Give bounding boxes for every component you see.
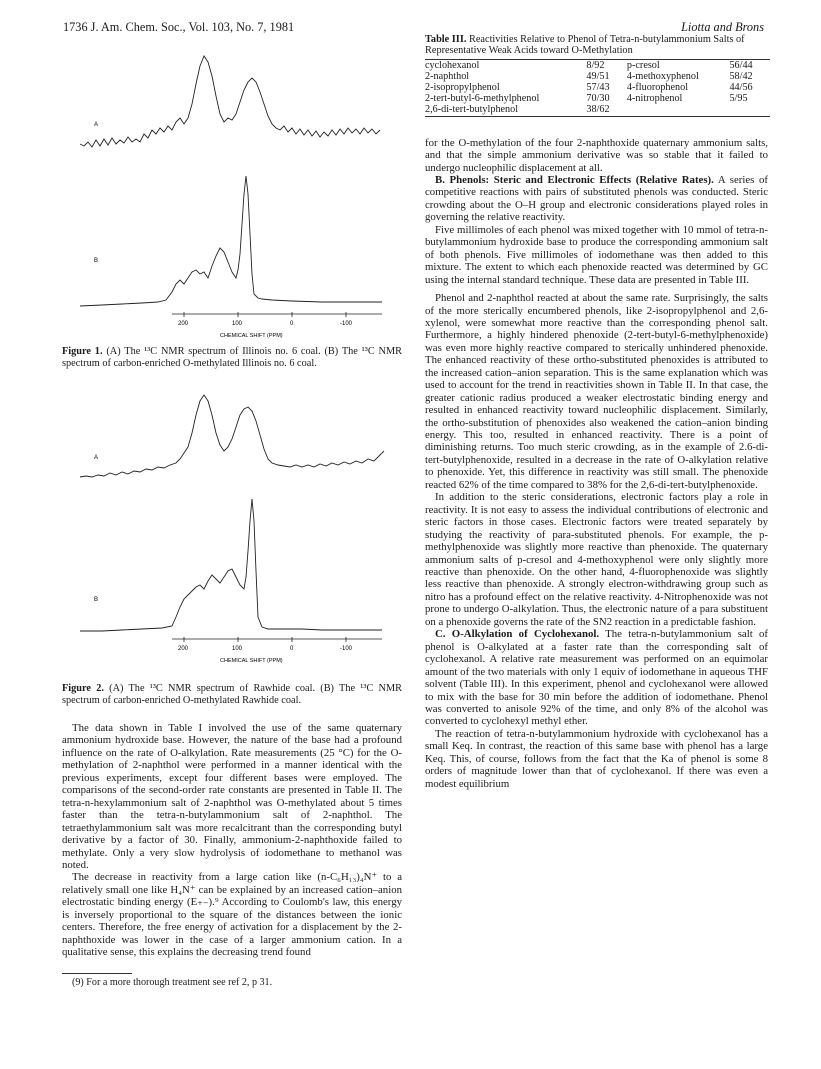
table-cell: 49/51 — [586, 70, 610, 82]
table-cell: 70/30 — [586, 93, 610, 105]
table-3-title-lead: Table III. — [425, 34, 467, 45]
footnote-9: (9) For a more thorough treatment see ref 2, p 31. — [72, 976, 273, 988]
fig1-tick: 200 — [178, 321, 189, 327]
fig1-spectrum-a — [80, 56, 380, 147]
table-cell: 4-fluorophenol — [626, 82, 689, 93]
fig1-tick: 0 — [290, 321, 294, 327]
table-cell: cyclohexanol — [425, 59, 480, 71]
right-column — [425, 34, 768, 790]
table-cell: 2-isopropylphenol — [425, 82, 500, 93]
fig2-label-b: B — [94, 597, 99, 603]
table-cell: 4-nitrophenol — [626, 93, 683, 105]
section-b-text: A series of competitive reactions with pairs of substituted phenols was conducted. Steric crowding about the O–H group and electronic considerations played roles in governing the relative reactivity. — [425, 173, 768, 224]
fig2-label-a: A — [94, 455, 99, 461]
figure-2-caption — [62, 683, 402, 706]
table-cell: 56/44 — [729, 59, 753, 71]
fig2-tick: 100 — [232, 646, 243, 652]
section-c-heading: C. O-Alkylation of Cyclohexanol. — [435, 628, 600, 641]
table-cell: 4-methoxyphenol — [626, 70, 699, 82]
table-row — [425, 93, 770, 104]
running-header-right: Liotta and Brons — [681, 20, 764, 34]
right-paragraph-2 — [425, 174, 768, 224]
fig2-spectrum-a — [80, 395, 384, 477]
right-paragraph-4: Phenol and 2-naphthol reacted at about the same rate. Surprisingly, the salts of the more sterically encumbered phenols, like 2-isopropylphenol and 2,6-xylenol, were somewhat more reactive than the corresponding phenol salt. Furthermore, a highly hindered phenoxide (2-tert-butyl-6-methylphenoxide) was even more highly reactive compared to sterically unhindered phenoxide. The enhanced reactivity of these ortho-substituted phenoxides is attributed to the increased cation–anion separation. This is the same explanation which was used to account for the trend in reactivities shown in Table II. In that case, the greater cationic radius produced a weaker electrostatic binding energy and resulted in enhanced reactivity toward nucleophilic displacement. Similarly, the ortho-substitution of phenoxides also weakened the cation–anion binding energy. This too, resulted in enhanced reactivity. There is a point of diminishing returns. Too much steric crowding, as in the example of 2.6-di-tert-butylphenoxide, resulted in a decrease in the rate of O-alkylation relative to phenoxide. Yet, this difference in reactivity was still small. The phenoxide reacted 62% of the time compared to 38% for the 2,6-di-tert-butylphenoxide. — [425, 292, 768, 491]
table-cell: 2-naphthol — [425, 70, 470, 82]
table-3-title — [425, 34, 768, 57]
table-row — [425, 82, 770, 93]
fig2-tick: -100 — [340, 646, 353, 652]
figure-1-caption-lead: Figure 1. — [62, 346, 103, 357]
fig1-axis-title: CHEMICAL SHIFT (PPM) — [220, 333, 283, 339]
figure-2-spectra — [62, 381, 402, 681]
fig1-label-a: A — [94, 122, 99, 128]
table-cell: 57/43 — [586, 82, 610, 93]
figure-1-spectra — [62, 34, 402, 344]
table-row — [425, 59, 770, 71]
fig2-spectrum-b — [80, 499, 382, 631]
section-c-text: The tetra-n-butylammonium salt of phenol is O-alkylated at a faster rate than the corresponding salt of cyclohexanol. A relative rate measurement was performed on an equimolar amount of the two materials with only 1 equiv of iodomethane in aqueous THF solvent (Table III). In this experiment, phenol and cyclohexanol were allowed to mix with the base for 30 min before the addition of iodomethane. Phenol was converted to anisole 92% of the time, and only 8% of the alcohol was converted to cyclohexyl methyl ether. — [425, 628, 768, 728]
footnote-rule — [62, 973, 132, 974]
right-paragraph-3: Five millimoles of each phenol was mixed together with 10 mmol of tetra-n-butylammonium hydroxide base to produce the corresponding ammonium salt of both phenols. Five millimoles of iodomethane was then added to this mixture. The extent to which each phenoxide reacted was determined by GC using the internal standard technique. These data are presented in Table III. — [425, 223, 768, 286]
figure-1-caption — [62, 346, 402, 369]
fig1-label-b: B — [94, 258, 99, 264]
table-cell: 2-tert-butyl-6-methylphenol — [425, 93, 540, 105]
table-cell — [627, 104, 730, 116]
section-b-heading: B. Phenols: Steric and Electronic Effects (Relative Rates). — [435, 173, 714, 186]
table-3-body — [425, 59, 770, 116]
table-3 — [425, 59, 770, 117]
table-3-title-text: Reactivities Relative to Phenol of Tetra-n-butylammonium Salts of Representative Weak Acids toward O-Methylation — [425, 34, 745, 57]
figure-2-caption-text: (A) The ¹³C NMR spectrum of Rawhide coal. (B) The ¹³C NMR spectrum of carbon-enriched O-methylated Rawhide coal. — [62, 683, 402, 706]
fig2-axis-title: CHEMICAL SHIFT (PPM) — [220, 658, 283, 664]
fig1-tick: -100 — [340, 321, 353, 327]
figure-2-caption-lead: Figure 2. — [62, 683, 104, 694]
table-cell — [729, 104, 770, 116]
fig2-tick: 200 — [178, 646, 189, 652]
table-row — [425, 104, 770, 116]
fig2-tick: 0 — [290, 646, 294, 652]
table-cell: 8/92 — [586, 59, 605, 71]
table-cell: 2,6-di-tert-butylphenol — [425, 104, 519, 116]
right-paragraph-5: In addition to the steric considerations, electronic factors play a role in reactivity. It is not easy to assess the individual contributions of electronic and steric factors in those cases. Electronic factors were treated separately by studying the reactivity of para-substituted phenols. For example, the p-methylphenoxide was slightly more reactive than phenoxide. The quaternary ammonium salts of p-cresol and 4-methoxyphenol were only slightly more reactive than phenoxide. On the other hand, 4-fluorophenoxide was slightly less reactive than phenoxide. A strongly electron-withdrawing group such as nitro has a profound effect on the relative reactivity. 4-Nitrophenoxide was not prone to undergo O-alkylation. Thus, the electronic nature of a para substituent on a phenoxide governs the rate of the SN2 reaction in a predictable fashion. — [425, 491, 768, 628]
right-paragraph-1: for the O-methylation of the four 2-naphthoxide quaternary ammonium salts, and that the simple ammonium derivative was so stable that it failed to undergo nucleophilic displacement at all. — [425, 136, 768, 174]
table-cell: 38/62 — [586, 104, 610, 116]
fig1-tick: 100 — [232, 321, 243, 327]
left-column — [62, 34, 402, 988]
table-cell: p-cresol — [626, 59, 660, 71]
fig1-spectrum-b — [80, 176, 382, 306]
figure-1-caption-text: (A) The ¹³C NMR spectrum of Illinois no. 6 coal. (B) The ¹³C NMR spectrum of carbon-enriched O-methylated Illinois no. 6 coal. — [62, 346, 402, 369]
table-cell: 44/56 — [729, 82, 753, 93]
running-header-left: 1736 J. Am. Chem. Soc., Vol. 103, No. 7, 1981 — [63, 20, 295, 34]
right-paragraph-6 — [425, 628, 768, 728]
table-cell: 58/42 — [729, 70, 753, 82]
table-row — [425, 71, 770, 82]
table-cell: 5/95 — [729, 93, 748, 105]
right-paragraph-7: The reaction of tetra-n-butylammonium hydroxide with cyclohexanol has a small Keq. In contrast, the reaction of this same base with phenol has a large Keq. This, of course, follows from the fact that the Ka of phenol is some 8 orders of magnitude lower than that of cyclohexanol. If there was even a modest equilibrium — [425, 727, 768, 790]
left-paragraph-2: The decrease in reactivity from a large cation like (n-C₆H₁₃)₄N⁺ to a relatively small one like H₄N⁺ can be explained by an increased cation–anion electrostatic binding energy (E₊₋).⁹ According to Coulomb's law, this energy is inversely proportional to the square of the distances between the ionic centers. Therefore, the free energy of activation for a displacement by the 2-naphthoxide was lower in the case of a larger ammonium cation. In a qualitative sense, this explains the decreasing trend found — [62, 871, 402, 959]
left-paragraph-1: The data shown in Table I involved the use of the same quaternary ammonium hydroxide base. However, the nature of the base had a profound influence on the rate of O-alkylation. Rate measurements (25 °C) for the O-methylation of 2-naphthol were performed in a manner identical with the previous experiments, except four different bases were employed. The comparisons of the second-order rate constants are presented in Table II. The tetra-n-hexylammonium salt of 2-naphthol was O-methylated about 5 times faster than the tetra-n-butylammonium salt of 2-naphthol. The tetraethylammonium salt was more recalcitrant than the corresponding butyl derivative by a factor of 30. Finally, ammonium-2-naphthoxide failed to methylate. Only a very slow hydrolysis of iodomethane to methanol was noted. — [62, 722, 402, 871]
